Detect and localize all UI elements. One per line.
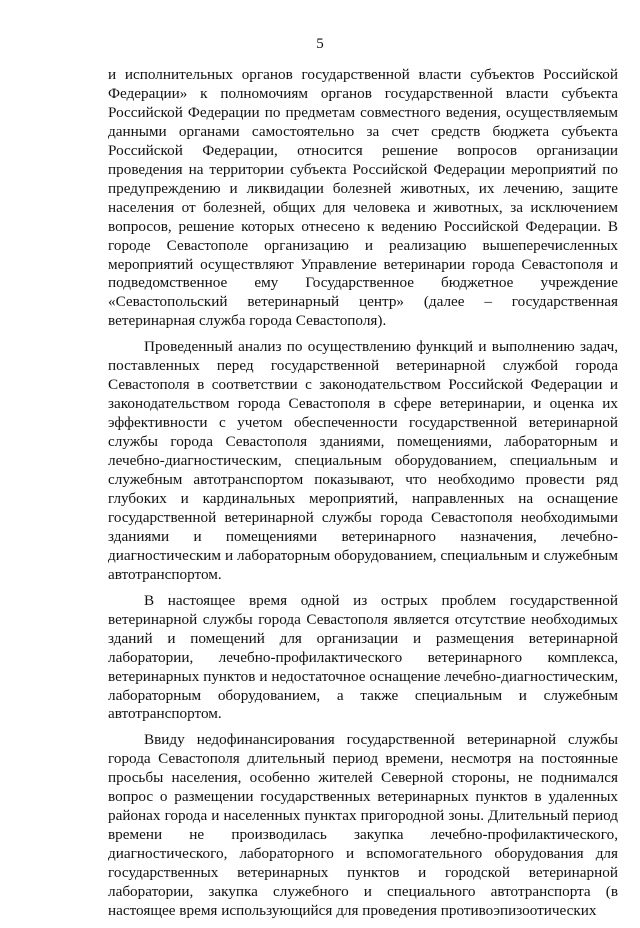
paragraph-analysis: Проведенный анализ по осуществлению функций и выполнению задач, поставленных перед государственной ветеринарной службой города Севастополя в соответствии с законодательством Российской Федерации и законодательством города Севастополя в сфере ветеринарии, и оценка их эффективности с учетом обеспеченности государственной ветеринарной службы города Севастополя зданиями, помещениями, лабораторным и лечебно-диагностическим, специальным оборудованием, специальным и служебным автотранспортом показывают, что необходимо провести ряд глубоких и кардинальных мероприятий, направленных на оснащение государственной ветеринарной службы города Севастополя необходимыми зданиями и помещениями ветеринарного назначения, лечебно-диагностическим и лабораторным оборудованием, специальным и служебным автотранспортом.: [108, 338, 618, 583]
page-number: 5: [316, 36, 324, 52]
paragraph-current-problems: В настоящее время одной из острых проблем государственной ветеринарной службы города Севастополя является отсутствие необходимых зданий и помещений для организации и размещения ветеринарной лаборатории, лечебно-профилактического ветеринарного комплекса, ветеринарных пунктов и недостаточное оснащение лечебно-диагностическим, лабораторным оборудованием, а также специальным и служебным автотранспортом.: [108, 591, 618, 723]
paragraph-continuation: и исполнительных органов государственной власти субъектов Российской Федерации» к полномочиям органов государственной власти субъекта Российской Федерации по предметам совместного ведения, осуществляемым данными органами самостоятельно за счет средств бюджета субъекта Российской Федерации, относится решение вопросов организации проведения на территории субъекта Российской Федерации мероприятий по предупреждению и ликвидации болезней животных, их лечению, защите населения от болезней, общих для человека и животных, за исключением вопросов, решение которых отнесено к ведению Российской Федерации. В городе Севастополе организацию и реализацию вышеперечисленных мероприятий осуществляют Управление ветеринарии города Севастополя и подведомственное ему Государственное бюджетное учреждение «Севастопольский ветеринарный центр» (далее – государственная ветеринарная служба города Севастополя).: [108, 66, 618, 330]
document-body: [108, 66, 618, 928]
paragraph-underfunding: Ввиду недофинансирования государственной ветеринарной службы города Севастополя длительный период времени, несмотря на постоянные просьбы населения, особенно жителей Северной стороны, не поднимался вопрос о размещении государственных ветеринарных пунктов в удаленных районах города и населенных пунктах пригородной зоны. Длительный период времени не производилась закупка лечебно-профилактического, диагностического, лабораторного и вспомогательного оборудования для государственных ветеринарных пунктов и городской ветеринарной лаборатории, закупка служебного и специального автотранспорта (в настоящее время использующийся для проведения противоэпизоотических: [108, 731, 618, 919]
